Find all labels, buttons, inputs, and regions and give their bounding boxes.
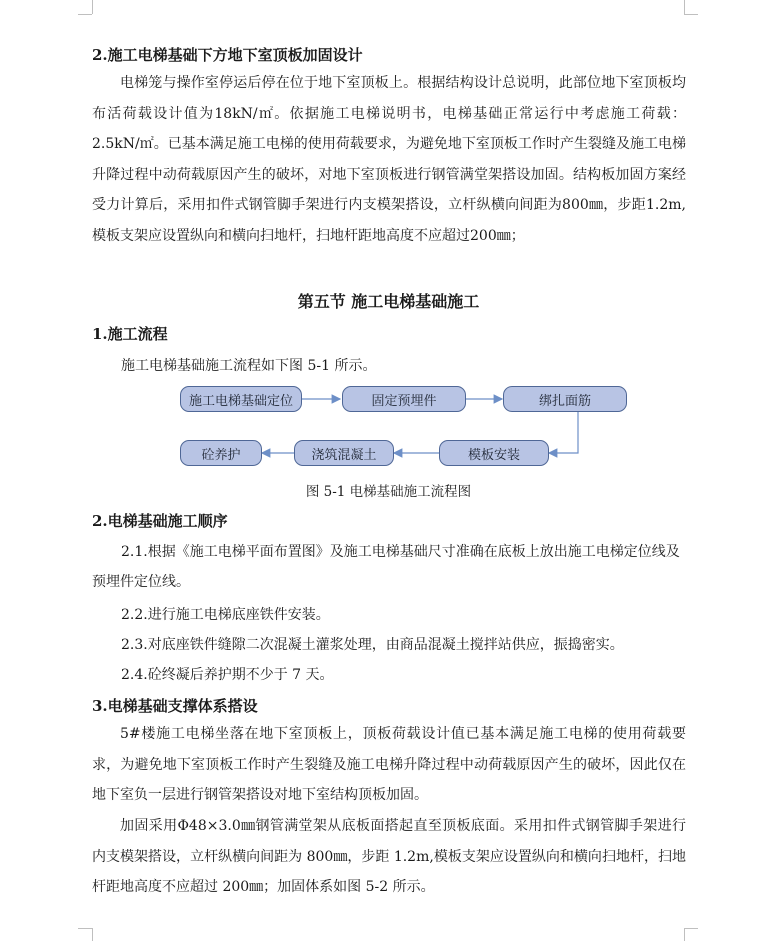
flow-node-formwork: 模板安装: [439, 440, 549, 466]
sec2-paragraph: 电梯笼与操作室停运后停在位于地下室顶板上。根据结构设计总说明，此部位地下室顶板均布活荷载设计值为18kN/㎡。依据施工电梯说明书，电梯基础正常运行中考虑施工荷载：2.5kN/㎡。已基本满足施工电梯的使用荷载要求，为避免地下室顶板工作时产生裂缝及施工电梯升降过程中动荷载原因产生的破坏，对地下室顶板进行钢管满堂架搭设加固。结构板加固方案经受力计算后，采用扣件式钢管脚手架进行内支模架搭设，立杆纵横向间距为800㎜，步距1.2m,模板支架应设置纵向和横向扫地杆，扫地杆距地高度不应超过200㎜；: [92, 75, 686, 244]
p1-heading: 1.施工流程: [92, 325, 168, 343]
p1-intro: 施工电梯基础施工流程如下图 5-1 所示。: [121, 358, 377, 374]
flow-node-cure: 砼养护: [180, 440, 262, 466]
flow-node-locate: 施工电梯基础定位: [180, 386, 302, 412]
p2-item-3: 2.3.对底座铁件缝隙二次混凝土灌浆处理，由商品混凝土搅拌站供应，振捣密实。: [121, 637, 624, 653]
figure-caption: 图 5-1 电梯基础施工流程图: [305, 484, 472, 500]
p2-item-1: 2.1.根据《施工电梯平面布置图》及施工电梯基础尺寸准确在底板上放出施工电梯定位线及预埋件定位线。: [92, 544, 680, 590]
p3-paragraph-2: 加固采用Φ48×3.0㎜钢管满堂架从底板面搭起直至顶板底面。采用扣件式钢管脚手架进行内支模架搭设，立杆纵横向间距为 800㎜，步距 1.2m,模板支架应设置纵向和横向扫地杆，扫地杆距地高度不应超过 200㎜；加固体系如图 5-2 所示。: [92, 818, 686, 895]
flow-node-pour: 浇筑混凝土: [294, 440, 394, 466]
p2-item-2: 2.2.进行施工电梯底座铁件安装。: [121, 607, 330, 623]
arrow-3-4: [549, 412, 578, 453]
flow-node-rebar: 绑扎面筋: [503, 386, 627, 412]
flow-node-embed: 固定预埋件: [342, 386, 466, 412]
section5-title: 第五节 施工电梯基础施工: [297, 292, 480, 311]
p3-paragraph-1: 5#楼施工电梯坐落在地下室顶板上，顶板荷载设计值已基本满足施工电梯的使用荷载要求，为避免地下室顶板工作时产生裂缝及施工电梯升降过程中动荷载原因产生的破坏，因此仅在地下室负一层进行钢管架搭设对地下室结构顶板加固。: [92, 726, 686, 803]
p2-heading: 2.电梯基础施工顺序: [92, 512, 228, 530]
sec2-heading: 2.施工电梯基础下方地下室顶板加固设计: [92, 46, 363, 64]
p2-item-4: 2.4.砼终凝后养护期不少于 7 天。: [121, 667, 334, 683]
p3-heading: 3.电梯基础支撑体系搭设: [92, 697, 258, 715]
